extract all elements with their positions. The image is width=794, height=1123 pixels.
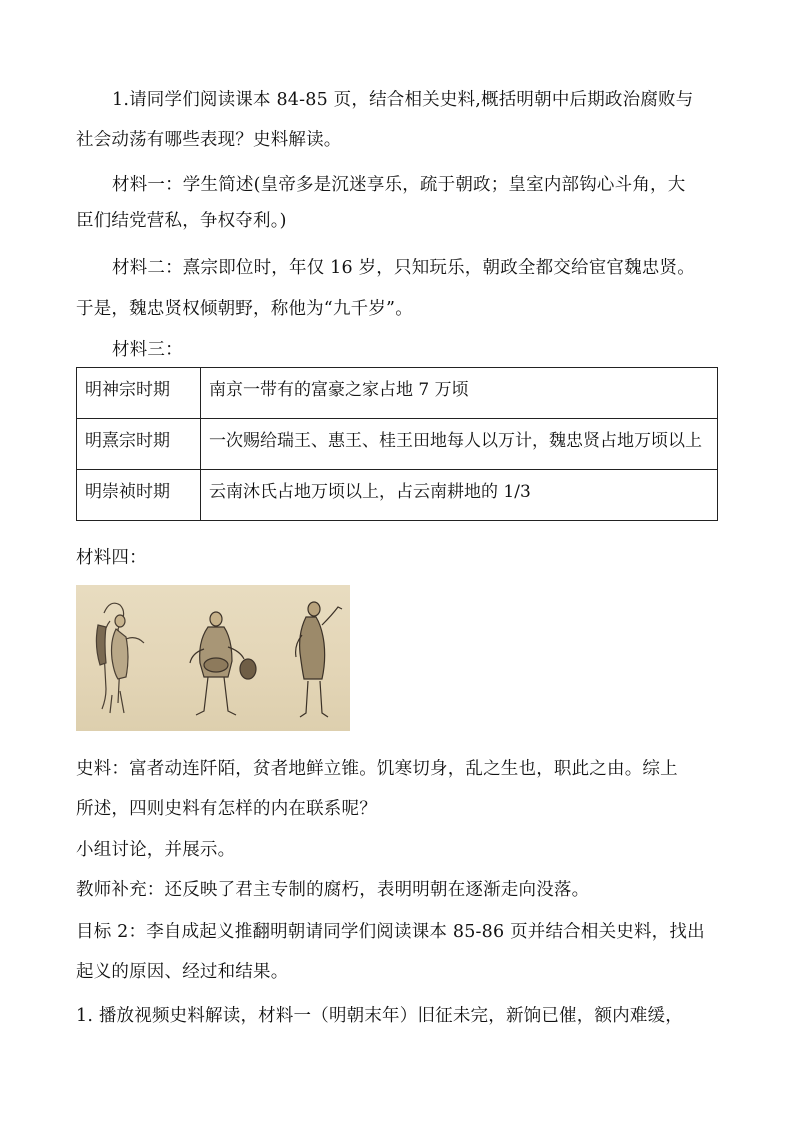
teacher-note: 教师补充：还反映了君主专制的腐朽，表明明朝在逐渐走向没落。 [76,880,590,900]
material-2-line-2: 于是，魏忠贤权倾朝野，称他为“九千岁”。 [76,299,413,319]
group-discussion: 小组讨论，并展示。 [76,840,236,860]
table-cell-description: 南京一带有的富豪之家占地 7 万顷 [201,368,718,419]
land-occupation-table [76,367,718,521]
table-cell-period: 明神宗时期 [77,368,201,419]
table-row [77,470,718,521]
goal-2-line-2: 起义的原因、经过和结果。 [76,962,289,982]
source-line-1: 史料：富者动连阡陌，贫者地鲜立锥。饥寒切身，乱之生也，职此之由。综上 [76,759,678,779]
refugee-figure-2 [190,612,256,715]
source-line-2: 所述，四则史料有怎样的内在联系呢？ [76,799,377,819]
material-1-line-1: 材料一：学生简述(皇帝多是沉迷享乐，疏于朝政；皇室内部钩心斗角，大 [112,175,686,195]
goal-2-line-1: 目标 2：李自成起义推翻明朝请同学们阅读课本 85-86 页并结合相关史料，找出 [76,922,705,942]
material-4-label: 材料四： [76,548,147,568]
item-1-line: 1. 播放视频史料解读，材料一（明朝末年）旧征未完，新饷已催，额内难缓， [76,1006,683,1026]
table-cell-description: 云南沐氏占地万顷以上，占云南耕地的 1/3 [201,470,718,521]
table-cell-description [201,419,718,470]
table-row [77,419,718,470]
refugees-painting [76,585,350,731]
refugee-figure-3 [296,602,342,717]
material-3-label: 材料三： [112,340,183,360]
table-cell-description-text: 一次赐给瑞王、惠王、桂王田地每人以万计，魏忠贤占地万顷以上 [209,431,702,451]
refugee-figure-1 [96,603,144,713]
question-1-line-2: 社会动荡有哪些表现？史料解读。 [76,130,342,150]
table-row [77,368,718,419]
material-1-line-2: 臣们结党营私，争权夺利。) [76,211,287,231]
question-1-line-1: 1.请同学们阅读课本 84-85 页，结合相关史料,概括明朝中后期政治腐败与 [112,90,694,110]
material-2-line-1: 材料二：熹宗即位时，年仅 16 岁，只知玩乐，朝政全都交给宦官魏忠贤。 [112,258,695,278]
table-cell-period: 明崇祯时期 [77,470,201,521]
table-cell-period: 明熹宗时期 [77,419,201,470]
